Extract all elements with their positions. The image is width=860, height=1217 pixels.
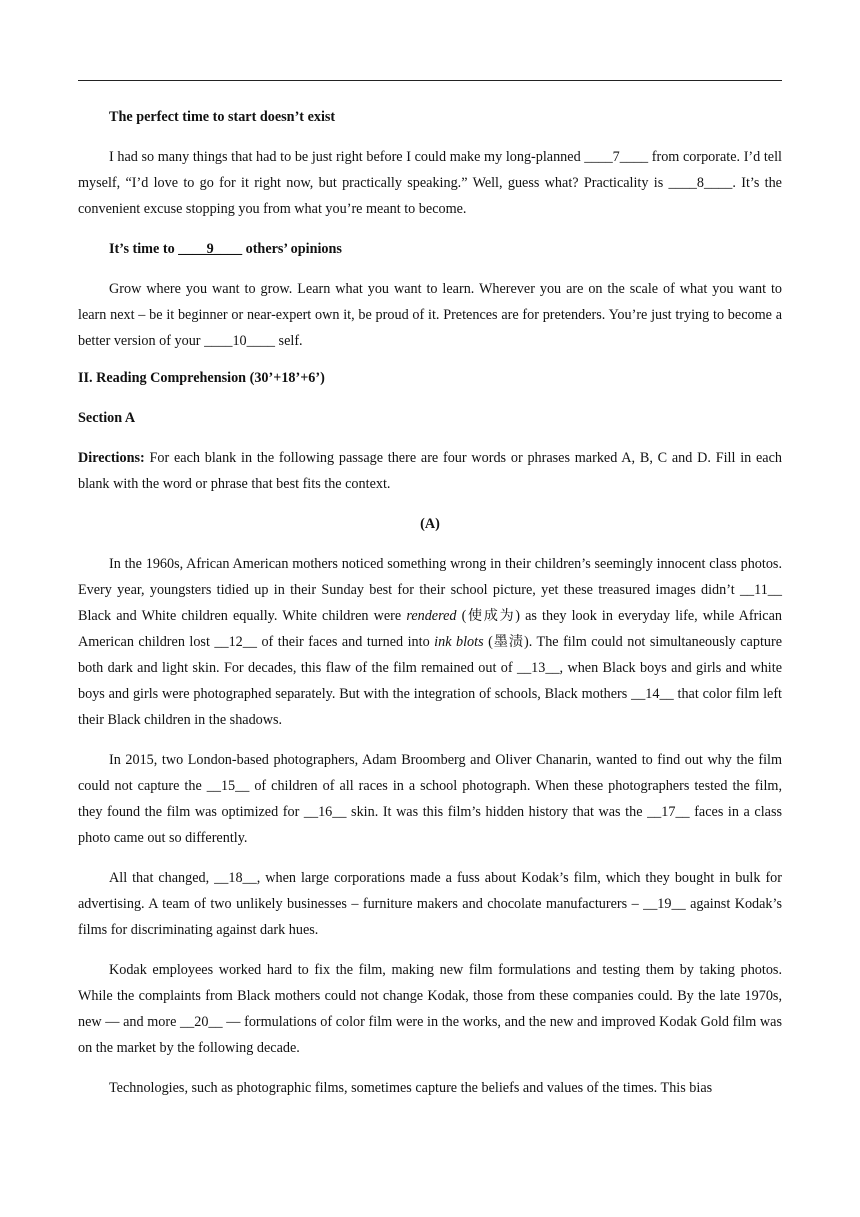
section-a-title: Section A <box>78 410 136 426</box>
heading-pre: It’s time to <box>109 241 179 257</box>
p1-part-a: In the 1960s, African American mothers noticed something wrong in their children’s seemingly innocent class photos. Every year, youngsters tidied up in their Sunday best for their school picture, yet these treasured images didn’t __11__ Black and White children equally. White children were <box>78 556 782 624</box>
paragraph-corporate: I had so many things that had to be just right before I could make my long-planned ____7____ from corporate. I’d tell myself, “I’d love to go for it right now, but practically speaking.” Well, guess what? Practicality is ____8____. It’s the convenient excuse stopping you from what you’re meant to become. <box>78 149 782 217</box>
heading-post: others’ opinions <box>242 241 342 257</box>
term-ink-blots: ink blots <box>434 634 484 650</box>
passage-paragraph-4: Kodak employees worked hard to fix the film, making new film formulations and testing them by taking photos. While the complaints from Black mothers could not change Kodak, those from these companies could. By the late 1970s, new — and more __20__ — formulations of color film were in the works, and the new and improved Kodak Gold film was on the market by the following decade. <box>78 962 782 1056</box>
passage-label: (A) <box>420 516 440 532</box>
blank-9: ____9____ <box>178 241 243 257</box>
heading-others-opinions <box>78 236 782 262</box>
directions-text: For each blank in the following passage there are four words or phrases marked A, B, C and D. Fill in each blank with the word or phrase that best fits the context. <box>78 450 782 492</box>
directions-label: Directions: <box>78 450 145 466</box>
paragraph-grow: Grow where you want to grow. Learn what you want to learn. Wherever you are on the scale of what you want to learn next – be it beginner or near-expert own it, be proud of it. Pretences are for pretenders. You’re just trying to become a better version of your ____10____ self. <box>78 281 782 349</box>
passage-paragraph-1 <box>78 551 782 733</box>
header-rule <box>78 80 782 81</box>
passage-paragraph-3: All that changed, __18__, when large corporations made a fuss about Kodak’s film, which they bought in bulk for advertising. A team of two unlikely businesses – furniture makers and chocolate manufacturers – __19__ against Kodak’s films for discriminating against dark hues. <box>78 870 782 938</box>
section-title: II. Reading Comprehension (30’+18’+6’) <box>78 370 325 386</box>
p1-part-b: (使成为) as they look in everyday life, while African American children lost __12__ of their faces and turned into <box>78 608 782 650</box>
directions <box>78 445 782 497</box>
term-rendered: rendered <box>406 608 457 624</box>
document-body <box>78 104 782 1101</box>
passage-paragraph-5: Technologies, such as photographic films, sometimes capture the beliefs and values of the times. This bias <box>109 1080 713 1096</box>
p1-part-c: (墨渍). The film could not simultaneously capture both dark and light skin. For decades, this flaw of the film remained out of __13__, when Black boys and girls and white boys and girls were photographed separately. But with the integration of schools, Black mothers __14__ that color film left their Black children in the shadows. <box>78 634 782 728</box>
heading-perfect-time: The perfect time to start doesn’t exist <box>109 109 336 125</box>
passage-paragraph-2: In 2015, two London-based photographers, Adam Broomberg and Oliver Chanarin, wanted to find out why the film could not capture the __15__ of children of all races in a school photograph. When these photographers tested the film, they found the film was optimized for __16__ skin. It was this film’s hidden history that was the __17__ faces in a class photo came out so differently. <box>78 752 782 846</box>
